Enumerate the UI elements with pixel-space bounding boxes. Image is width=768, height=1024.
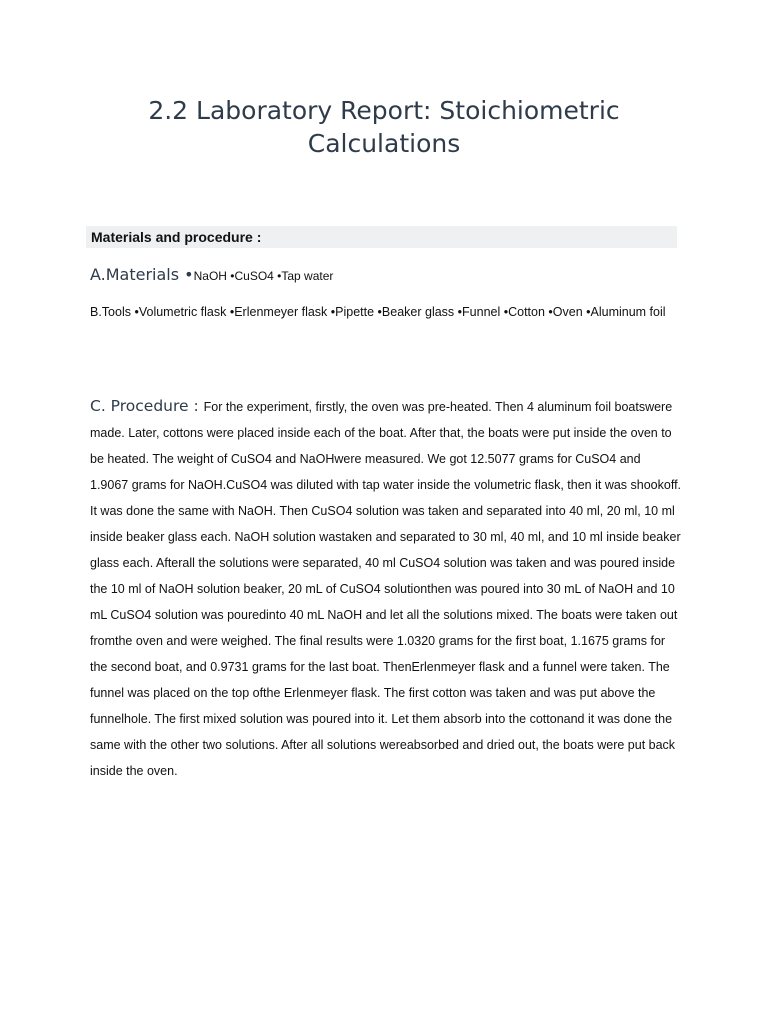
materials-line — [90, 265, 680, 285]
document-title: 2.2 Laboratory Report: Stoichiometric Calculations — [148, 96, 620, 158]
procedure-paragraph — [90, 393, 682, 784]
materials-items: NaOH •CuSO4 •Tap water — [193, 269, 334, 283]
tools-paragraph: B.Tools •Volumetric flask •Erlenmeyer flask •Pipette •Beaker glass •Funnel •Cotton •Oven •Aluminum foil — [90, 305, 666, 319]
materials-label: A.Materials • — [90, 265, 194, 284]
section-heading: Materials and procedure : — [91, 229, 262, 245]
procedure-text: For the experiment, firstly, the oven was pre-heated. Then 4 aluminum foil boatswere made. Later, cottons were placed inside each of the boat. After that, the boats were put inside the oven to be heated. The weight of CuSO4 and NaOHwere measured. We got 12.5077 grams for CuSO4 and 1.9067 grams for NaOH.CuSO4 was diluted with tap water inside the volumetric flask, then it was shookoff. It was done the same with NaOH. Then CuSO4 solution was taken and separated into 40 ml, 20 ml, 10 ml inside beaker glass each. NaOH solution wastaken and separated to 30 ml, 40 ml, and 10 ml inside beaker glass each. Afterall the solutions were separated, 40 ml CuSO4 solution was taken and was poured inside the 10 ml of NaOH solution beaker, 20 mL of CuSO4 solutionthen was poured into 30 mL of NaOH and 10 mL CuSO4 solution was pouredinto 40 mL NaOH and let all the solutions mixed. The boats were taken out fromthe oven and were weighed. The final results were 1.0320 grams for the first boat, 1.1675 grams for the second boat, and 0.9731 grams for the last boat. ThenErlenmeyer flask and a funnel were taken. The funnel was placed on the top ofthe Erlenmeyer flask. The first cotton was taken and was put above the funnelhole. The first mixed solution was poured into it. Let them absorb into the cottonand it was done the same with the other two solutions. After all solutions wereabsorbed and dried out, the boats were put back inside the oven. — [90, 400, 682, 778]
procedure-label: C. Procedure : — [90, 397, 204, 415]
